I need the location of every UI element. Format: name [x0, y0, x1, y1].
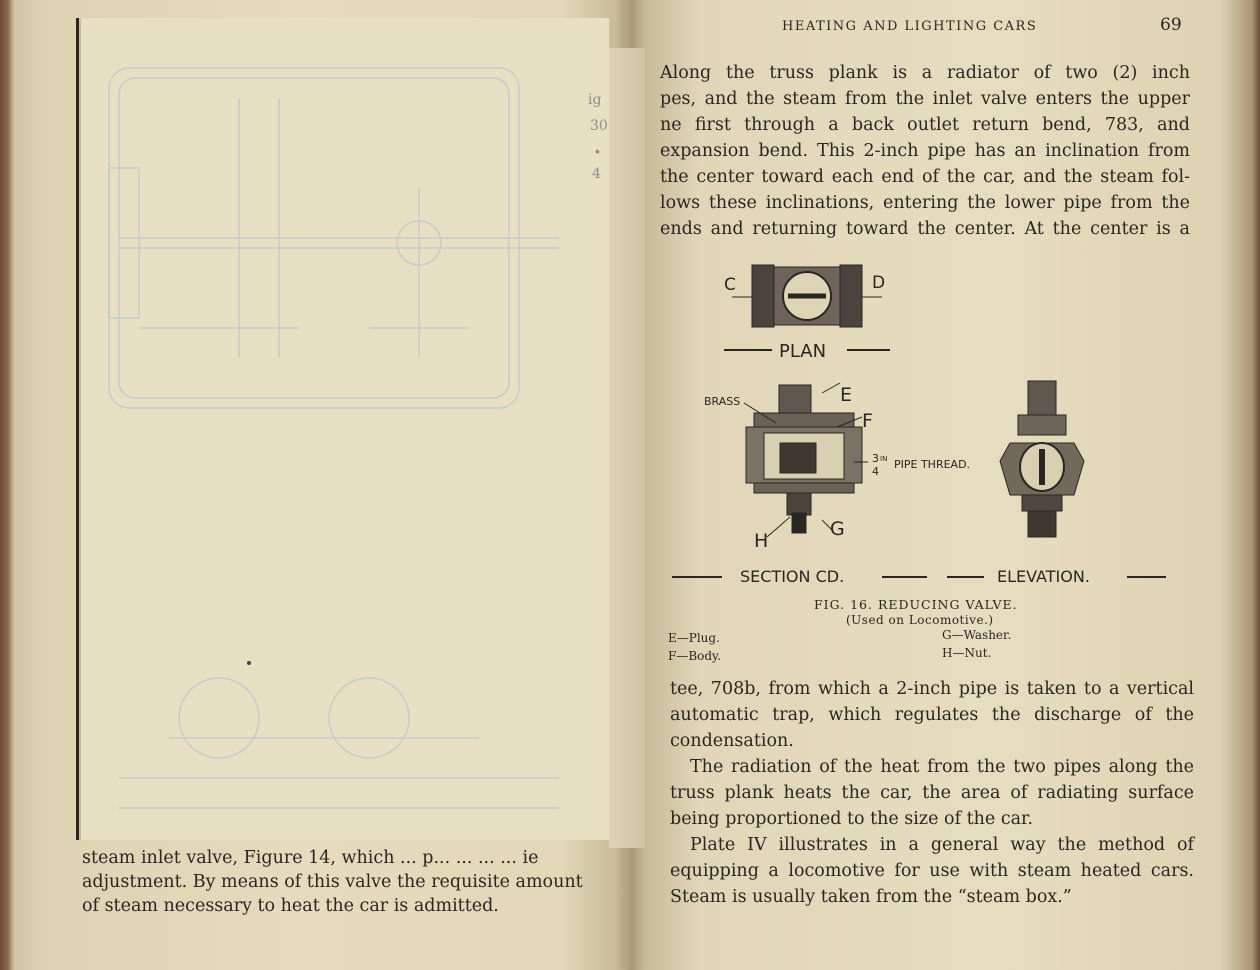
fraction-denominator: 4: [872, 465, 879, 478]
figure-caption-subtitle: (Used on Locomotive.): [846, 613, 994, 627]
text-line: lows these inclinations, entering the lower pipe from the: [660, 193, 1190, 213]
edge-fragment: 30: [590, 118, 608, 134]
text-line: automatic trap, which regulates the discharge of the: [670, 705, 1194, 725]
edge-fragment: 4: [592, 166, 601, 182]
section-label: SECTION CD.: [740, 567, 845, 586]
show-through-blueprint: [79, 18, 609, 840]
text-line: being proportioned to the size of the car.: [670, 809, 1034, 829]
fraction-numerator: 3: [872, 452, 879, 465]
folded-insert-sheet: [76, 18, 609, 840]
page-number: 69: [1160, 15, 1182, 35]
pipe-thread-label: PIPE THREAD.: [894, 458, 971, 471]
legend-g: G—Washer.: [942, 628, 1012, 642]
label-f: F: [862, 410, 873, 432]
label-h: H: [754, 530, 769, 552]
text-line: Plate IV illustrates in a general way the method of: [690, 835, 1194, 855]
legend-f: F—Body.: [668, 649, 722, 663]
left-page-bottom-text: [82, 846, 612, 918]
elevation-label: ELEVATION.: [997, 567, 1090, 586]
text-line: pes, and the steam from the inlet valve enters the upper: [660, 89, 1190, 109]
running-head: HEATING AND LIGHTING CARS: [782, 19, 1038, 34]
text-line: of steam necessary to heat the car is admitted.: [82, 896, 499, 916]
fraction-unit: IN: [880, 455, 888, 463]
text-line: tee, 708b, from which a 2-inch pipe is taken to a vertical: [670, 679, 1194, 699]
brass-label: BRASS: [704, 395, 741, 408]
text-line: adjustment. By means of this valve the requisite amount: [82, 872, 583, 892]
label-e: E: [840, 384, 853, 406]
plan-view: [724, 265, 890, 350]
right-page: [632, 0, 1260, 970]
edge-fragment: ∙: [594, 144, 601, 160]
paragraph-tee: [670, 676, 1194, 754]
edge-fragment: ig: [588, 92, 602, 108]
text-line: expansion bend. This 2-inch pipe has an inclination from: [660, 141, 1190, 161]
text-line: ne first through a back outlet return bend, 783, and: [660, 115, 1190, 135]
label-c: C: [724, 275, 736, 295]
legend-h: H—Nut.: [942, 646, 992, 660]
text-line: ends and returning toward the center. At the center is a: [660, 219, 1190, 239]
elevation-view: [947, 381, 1166, 577]
text-line: Along the truss plank is a radiator of two (2) inch: [660, 63, 1190, 83]
text-line: the center toward each end of the car, and the steam fol-: [660, 167, 1190, 187]
paragraph-truss-plank: [660, 60, 1190, 242]
legend-e: E—Plug.: [668, 631, 720, 645]
section-view: [672, 383, 927, 577]
text-line: steam inlet valve, Figure 14, which ... p... ... ... ... ie: [82, 848, 539, 868]
text-line: equipping a locomotive for use with steam heated cars.: [670, 861, 1194, 881]
paragraph-plate-iv: [670, 832, 1194, 910]
text-line: Steam is usually taken from the “steam box.”: [670, 887, 1072, 907]
reducing-valve-figure: [672, 255, 1172, 595]
paragraph-radiation: [670, 754, 1194, 832]
text-line: The radiation of the heat from the two pipes along the: [690, 757, 1194, 777]
text-line: truss plank heats the car, the area of radiating surface: [670, 783, 1194, 803]
plan-label: PLAN: [779, 341, 827, 362]
figure-caption-title: FIG. 16. REDUCING VALVE.: [814, 597, 1018, 612]
label-g: G: [830, 518, 845, 540]
label-d: D: [872, 273, 886, 293]
text-line: condensation.: [670, 731, 794, 751]
